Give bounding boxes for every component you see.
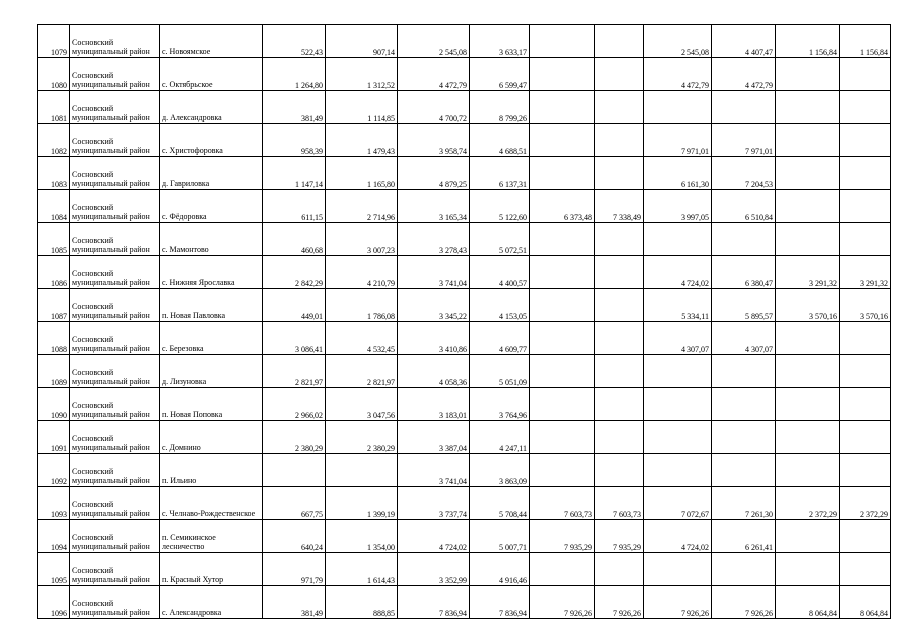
value-cell [712,223,776,256]
row-number: 1081 [38,91,70,124]
value-cell [712,388,776,421]
value-cell [644,223,712,256]
value-cell: 2 842,29 [263,256,326,289]
value-cell: 2 966,02 [263,388,326,421]
value-cell: 3 764,96 [470,388,530,421]
settlement-name: п. Новая Поповка [160,388,263,421]
value-cell: 7 603,73 [530,487,595,520]
value-cell: 4 916,46 [470,553,530,586]
value-cell: 3 737,74 [398,487,470,520]
table-row [38,223,891,256]
value-cell [776,355,840,388]
value-cell [840,124,891,157]
value-cell: 522,43 [263,25,326,58]
district-name: Сосновский муниципальный район [70,388,160,421]
row-number: 1087 [38,289,70,322]
district-name: Сосновский муниципальный район [70,223,160,256]
value-cell: 4 247,11 [470,421,530,454]
row-number: 1096 [38,586,70,619]
district-name: Сосновский муниципальный район [70,421,160,454]
value-cell: 3 345,22 [398,289,470,322]
district-name: Сосновский муниципальный район [70,553,160,586]
value-cell: 3 387,04 [398,421,470,454]
value-cell [840,223,891,256]
table-row [38,322,891,355]
settlement-name: с. Фёдоровка [160,190,263,223]
value-cell: 3 183,01 [398,388,470,421]
district-name: Сосновский муниципальный район [70,355,160,388]
table-row [38,256,891,289]
value-cell: 3 741,04 [398,454,470,487]
value-cell: 1 479,43 [326,124,398,157]
value-cell: 5 007,71 [470,520,530,553]
value-cell [595,25,644,58]
value-cell [712,91,776,124]
value-cell: 2 380,29 [326,421,398,454]
row-number: 1083 [38,157,70,190]
value-cell [840,355,891,388]
value-cell [595,256,644,289]
value-cell [840,190,891,223]
settlement-name: п. Семикинское лесничество [160,520,263,553]
value-cell: 907,14 [326,25,398,58]
table-row [38,58,891,91]
value-cell [595,157,644,190]
value-cell: 3 741,04 [398,256,470,289]
value-cell [712,421,776,454]
value-cell: 3 278,43 [398,223,470,256]
value-cell: 7 971,01 [644,124,712,157]
value-cell: 971,79 [263,553,326,586]
row-number: 1090 [38,388,70,421]
value-cell [530,355,595,388]
value-cell: 5 708,44 [470,487,530,520]
settlement-name: с. Березовка [160,322,263,355]
value-cell: 4 472,79 [644,58,712,91]
value-cell: 7 836,94 [470,586,530,619]
value-cell: 3 007,23 [326,223,398,256]
value-cell [530,322,595,355]
district-name: Сосновский муниципальный район [70,58,160,91]
value-cell [712,454,776,487]
settlement-name: с. Октябрьское [160,58,263,91]
value-cell: 4 724,02 [644,520,712,553]
value-cell: 1 264,80 [263,58,326,91]
value-cell: 7 926,26 [530,586,595,619]
value-cell [595,421,644,454]
value-cell [644,421,712,454]
value-cell: 3 570,16 [776,289,840,322]
value-cell [530,289,595,322]
value-cell [595,454,644,487]
value-cell: 381,49 [263,91,326,124]
settlement-name: п. Новая Павловка [160,289,263,322]
table-row [38,553,891,586]
value-cell [595,91,644,124]
value-cell: 7 926,26 [712,586,776,619]
district-name: Сосновский муниципальный район [70,25,160,58]
value-cell [776,157,840,190]
value-cell: 3 086,41 [263,322,326,355]
value-cell: 4 688,51 [470,124,530,157]
value-cell: 4 532,45 [326,322,398,355]
value-cell [530,388,595,421]
table-row [38,421,891,454]
settlement-name: д. Лизуновка [160,355,263,388]
table-row [38,157,891,190]
value-cell: 4 400,57 [470,256,530,289]
value-cell [595,388,644,421]
value-cell: 1 114,85 [326,91,398,124]
value-cell: 4 307,07 [712,322,776,355]
value-cell: 4 153,05 [470,289,530,322]
value-cell: 2 545,08 [398,25,470,58]
value-cell: 1 165,80 [326,157,398,190]
value-cell: 611,15 [263,190,326,223]
value-cell: 1 312,52 [326,58,398,91]
row-number: 1092 [38,454,70,487]
value-cell: 3 633,17 [470,25,530,58]
table-row [38,388,891,421]
value-cell: 4 879,25 [398,157,470,190]
table-row [38,355,891,388]
value-cell [644,553,712,586]
value-cell: 6 380,47 [712,256,776,289]
value-cell [595,322,644,355]
value-cell: 6 137,31 [470,157,530,190]
value-cell: 1 156,84 [776,25,840,58]
value-cell: 3 291,32 [776,256,840,289]
value-cell [326,454,398,487]
value-cell: 8 064,84 [840,586,891,619]
value-cell: 6 373,48 [530,190,595,223]
value-cell: 6 510,84 [712,190,776,223]
value-cell: 7 935,29 [595,520,644,553]
value-cell: 3 863,09 [470,454,530,487]
value-cell [530,91,595,124]
row-number: 1095 [38,553,70,586]
value-cell: 7 072,67 [644,487,712,520]
tariff-table [37,24,891,619]
value-cell: 6 161,30 [644,157,712,190]
table-row [38,487,891,520]
value-cell: 4 407,47 [712,25,776,58]
value-cell [712,553,776,586]
settlement-name: с. Домнино [160,421,263,454]
value-cell: 640,24 [263,520,326,553]
value-cell: 2 821,97 [263,355,326,388]
table-row [38,190,891,223]
settlement-name: с. Новоямское [160,25,263,58]
value-cell: 4 472,79 [712,58,776,91]
value-cell [644,355,712,388]
value-cell: 4 609,77 [470,322,530,355]
settlement-name: д. Гавриловка [160,157,263,190]
table-row [38,124,891,157]
value-cell: 1 786,08 [326,289,398,322]
value-cell: 5 051,09 [470,355,530,388]
value-cell: 3 291,32 [840,256,891,289]
value-cell: 4 724,02 [644,256,712,289]
value-cell: 5 895,57 [712,289,776,322]
value-cell: 3 997,05 [644,190,712,223]
value-cell [530,256,595,289]
value-cell [840,553,891,586]
value-cell [530,223,595,256]
value-cell: 1 354,00 [326,520,398,553]
value-cell: 2 545,08 [644,25,712,58]
value-cell [840,58,891,91]
table-body [38,25,891,619]
settlement-name: п. Красный Хутор [160,553,263,586]
value-cell: 1 614,43 [326,553,398,586]
row-number: 1085 [38,223,70,256]
value-cell [644,91,712,124]
value-cell: 7 926,26 [595,586,644,619]
value-cell: 460,68 [263,223,326,256]
value-cell: 7 935,29 [530,520,595,553]
value-cell [595,355,644,388]
settlement-name: с. Нижняя Ярославка [160,256,263,289]
value-cell: 8 799,26 [470,91,530,124]
value-cell [644,388,712,421]
value-cell [530,454,595,487]
value-cell [263,454,326,487]
row-number: 1094 [38,520,70,553]
value-cell [840,322,891,355]
district-name: Сосновский муниципальный район [70,520,160,553]
settlement-name: с. Александровка [160,586,263,619]
value-cell [776,388,840,421]
value-cell [840,91,891,124]
value-cell [776,223,840,256]
row-number: 1082 [38,124,70,157]
district-name: Сосновский муниципальный район [70,454,160,487]
value-cell [840,157,891,190]
value-cell [595,553,644,586]
value-cell: 1 147,14 [263,157,326,190]
value-cell: 4 700,72 [398,91,470,124]
value-cell: 449,01 [263,289,326,322]
value-cell: 3 352,99 [398,553,470,586]
settlement-name: с. Христофоровка [160,124,263,157]
row-number: 1089 [38,355,70,388]
table-row [38,520,891,553]
district-name: Сосновский муниципальный район [70,124,160,157]
district-name: Сосновский муниципальный район [70,157,160,190]
district-name: Сосновский муниципальный район [70,289,160,322]
value-cell: 958,39 [263,124,326,157]
district-name: Сосновский муниципальный район [70,190,160,223]
value-cell: 8 064,84 [776,586,840,619]
value-cell [595,289,644,322]
value-cell: 3 958,74 [398,124,470,157]
value-cell [776,520,840,553]
value-cell: 3 410,86 [398,322,470,355]
value-cell: 1 156,84 [840,25,891,58]
value-cell [530,124,595,157]
row-number: 1079 [38,25,70,58]
value-cell [776,421,840,454]
value-cell: 3 047,56 [326,388,398,421]
value-cell: 7 338,49 [595,190,644,223]
value-cell [776,553,840,586]
value-cell [530,421,595,454]
value-cell: 4 210,79 [326,256,398,289]
value-cell [776,190,840,223]
value-cell [776,454,840,487]
table-row [38,91,891,124]
value-cell [595,223,644,256]
value-cell [840,454,891,487]
settlement-name: д. Александровка [160,91,263,124]
value-cell: 4 058,36 [398,355,470,388]
district-name: Сосновский муниципальный район [70,487,160,520]
value-cell [840,421,891,454]
table-row [38,586,891,619]
row-number: 1086 [38,256,70,289]
value-cell: 7 971,01 [712,124,776,157]
value-cell [776,58,840,91]
value-cell: 4 472,79 [398,58,470,91]
value-cell [776,322,840,355]
value-cell: 2 380,29 [263,421,326,454]
value-cell [776,124,840,157]
row-number: 1093 [38,487,70,520]
value-cell: 3 165,34 [398,190,470,223]
value-cell: 5 122,60 [470,190,530,223]
settlement-name: п. Ильино [160,454,263,487]
value-cell [530,157,595,190]
value-cell [530,25,595,58]
district-name: Сосновский муниципальный район [70,91,160,124]
value-cell: 381,49 [263,586,326,619]
value-cell: 5 072,51 [470,223,530,256]
district-name: Сосновский муниципальный район [70,256,160,289]
value-cell: 7 603,73 [595,487,644,520]
value-cell: 7 926,26 [644,586,712,619]
value-cell: 6 261,41 [712,520,776,553]
value-cell: 4 724,02 [398,520,470,553]
value-cell [644,454,712,487]
value-cell [840,388,891,421]
value-cell [595,124,644,157]
district-name: Сосновский муниципальный район [70,322,160,355]
value-cell: 2 372,29 [776,487,840,520]
settlement-name: с. Челнаво-Рождественское [160,487,263,520]
value-cell [530,553,595,586]
row-number: 1084 [38,190,70,223]
row-number: 1080 [38,58,70,91]
value-cell [530,58,595,91]
value-cell: 1 399,19 [326,487,398,520]
value-cell: 667,75 [263,487,326,520]
row-number: 1088 [38,322,70,355]
value-cell [776,91,840,124]
settlement-name: с. Мамонтово [160,223,263,256]
district-name: Сосновский муниципальный район [70,586,160,619]
value-cell: 6 599,47 [470,58,530,91]
value-cell: 5 334,11 [644,289,712,322]
value-cell [595,58,644,91]
value-cell: 2 372,29 [840,487,891,520]
value-cell: 2 714,96 [326,190,398,223]
value-cell: 7 261,30 [712,487,776,520]
value-cell: 3 570,16 [840,289,891,322]
value-cell: 4 307,07 [644,322,712,355]
value-cell [840,520,891,553]
value-cell: 2 821,97 [326,355,398,388]
value-cell: 7 836,94 [398,586,470,619]
value-cell: 888,85 [326,586,398,619]
value-cell [712,355,776,388]
table-row [38,25,891,58]
table-row [38,289,891,322]
table-row [38,454,891,487]
row-number: 1091 [38,421,70,454]
value-cell: 7 204,53 [712,157,776,190]
